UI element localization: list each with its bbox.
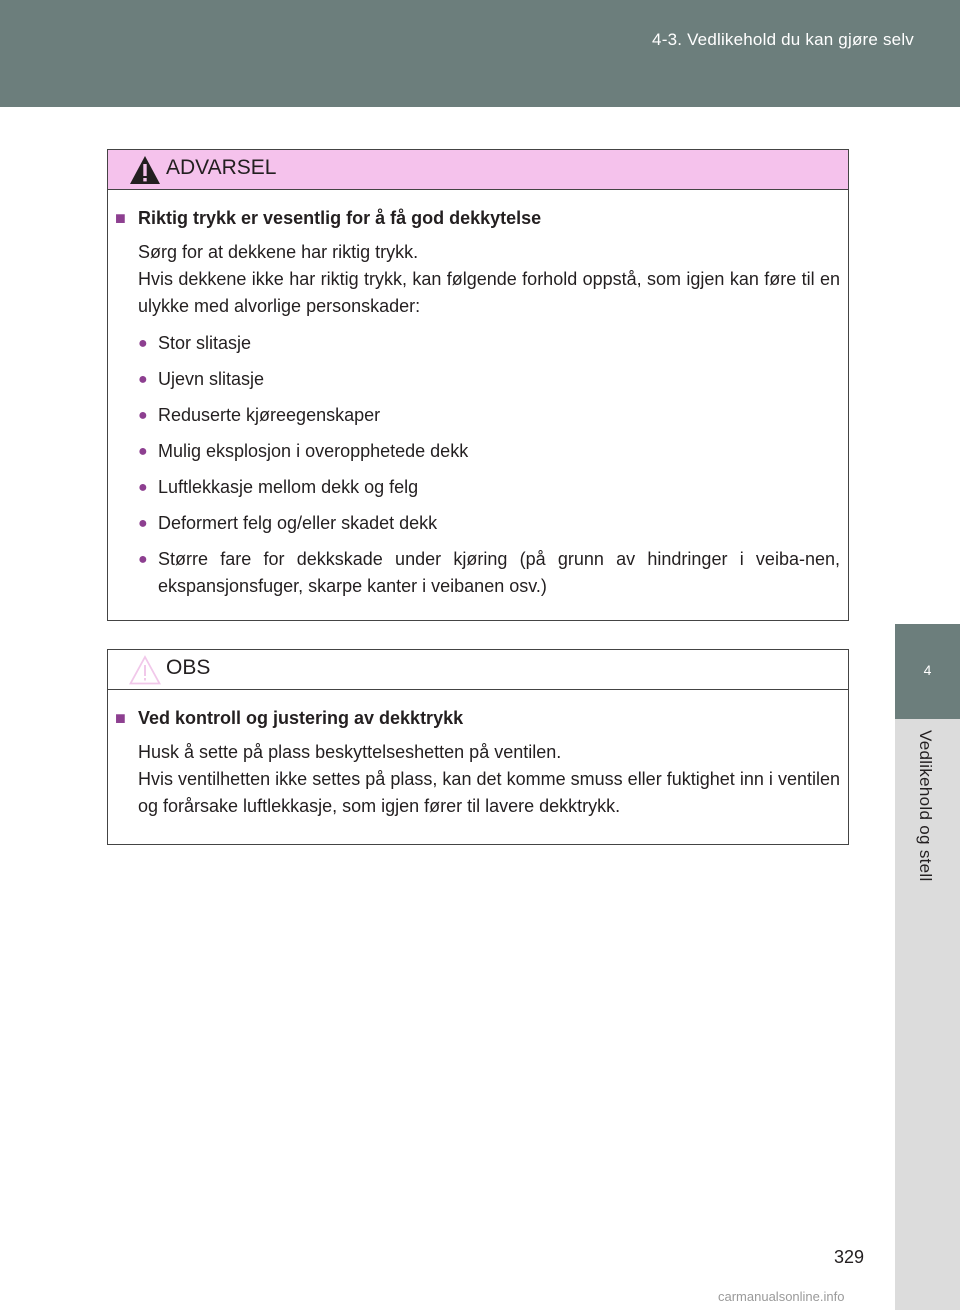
notice-box-header <box>108 650 848 690</box>
notice-paragraph-1: Husk å sette på plass beskyttelseshetten på ventilen. <box>138 742 562 762</box>
list-item: ● Mulig eksplosjon i overopphetede dekk <box>115 438 840 465</box>
caution-triangle-outline-icon <box>129 655 161 685</box>
square-bullet-icon: ■ <box>115 208 126 228</box>
circle-bullet-icon: ● <box>138 371 148 388</box>
warning-triangle-filled-icon <box>129 155 161 185</box>
circle-bullet-icon: ● <box>138 443 148 460</box>
section-title: 4-3. Vedlikehold du kan gjøre selv <box>652 30 914 49</box>
circle-bullet-icon: ● <box>138 407 148 424</box>
warning-bullet-list <box>115 330 840 600</box>
warning-subheading <box>115 207 840 229</box>
list-item: ● Stor slitasje <box>115 330 840 357</box>
warning-paragraph-2: Hvis dekkene ikke har riktig trykk, kan følgende forhold oppstå, som igjen kan føre til en ulykke med alvorlige personskader: <box>138 269 840 316</box>
chapter-number: 4 <box>923 662 932 678</box>
notice-subheading-text: Ved kontroll og justering av dekktrykk <box>138 708 464 728</box>
circle-bullet-icon: ● <box>138 515 148 532</box>
list-item: ● Deformert felg og/eller skadet dekk <box>115 510 840 537</box>
page-number: 329 <box>834 1247 865 1267</box>
warning-title: ADVARSEL <box>166 156 277 179</box>
list-item: ● Reduserte kjøreegenskaper <box>115 402 840 429</box>
notice-subheading <box>115 707 840 729</box>
warning-subheading-text: Riktig trykk er vesentlig for å få god dekkytelse <box>138 208 542 228</box>
notice-box-body <box>108 690 848 820</box>
watermark: carmanualsonline.info <box>718 1289 845 1304</box>
notice-title: OBS <box>166 656 211 679</box>
warning-box <box>107 149 849 621</box>
warning-box-body <box>108 190 848 600</box>
circle-bullet-icon: ● <box>138 335 148 352</box>
list-item: ● Luftlekkasje mellom dekk og felg <box>115 474 840 501</box>
notice-paragraph-2: Hvis ventilhetten ikke settes på plass, kan det komme smuss eller fuktighet inn i ventilen og forårsake luftlekkasje, som igjen fører til lavere dekktrykk. <box>138 769 840 816</box>
chapter-label: Vedlikehold og stell <box>916 730 935 882</box>
warning-paragraph-1: Sørg for at dekkene har riktig trykk. <box>138 242 419 262</box>
notice-box <box>107 649 849 845</box>
square-bullet-icon: ■ <box>115 708 126 728</box>
header-bar <box>0 0 960 107</box>
list-item: ● Ujevn slitasje <box>115 366 840 393</box>
chapter-tab <box>895 624 960 719</box>
warning-box-header <box>108 150 848 190</box>
list-item: ● Større fare for dekkskade under kjøring (på grunn av hindringer i veiba-nen, ekspansjonsfuger, skarpe kanter i veibanen osv.) <box>115 546 840 600</box>
circle-bullet-icon: ● <box>138 479 148 496</box>
circle-bullet-icon: ● <box>138 551 148 568</box>
